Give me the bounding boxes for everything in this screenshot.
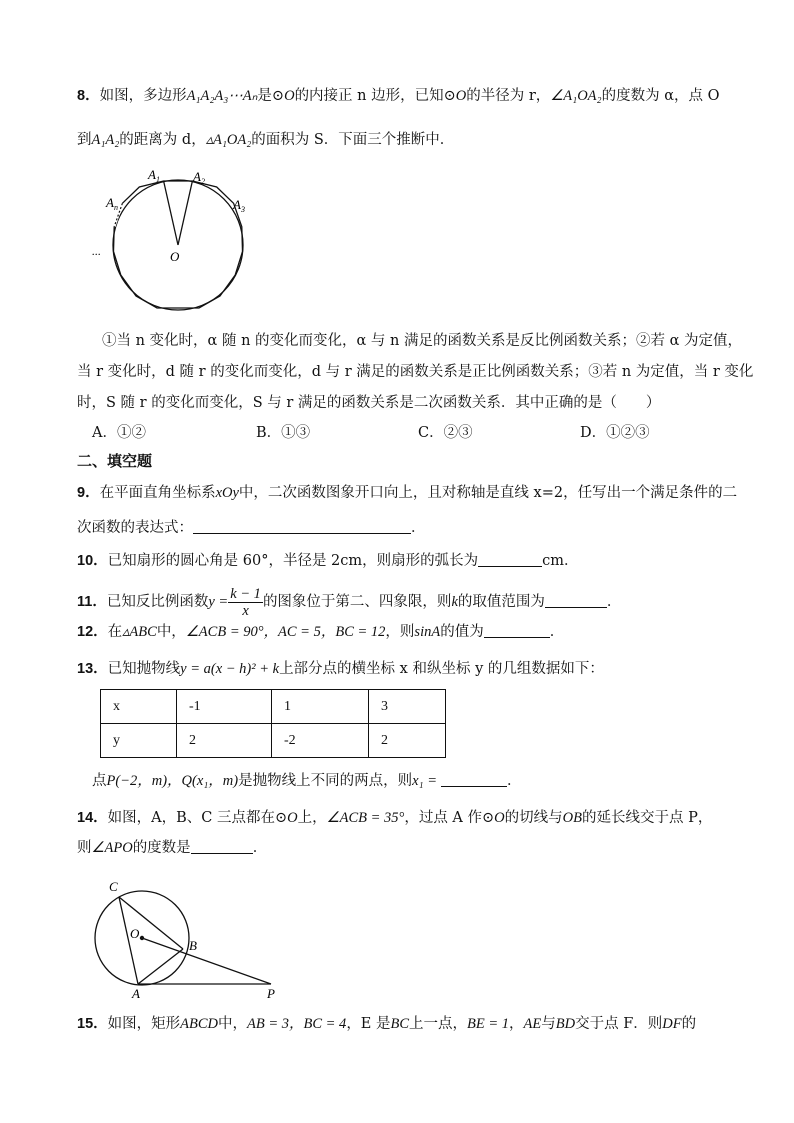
q11-answer-blank[interactable] bbox=[545, 593, 607, 608]
q12-text: ． bbox=[549, 624, 565, 640]
q8-angle: ∠A₁OA₂ bbox=[550, 88, 602, 104]
q13-text: ． bbox=[507, 773, 522, 789]
q15-segment: DF bbox=[662, 1016, 682, 1032]
q15-text: 交于点 F．则 bbox=[575, 1016, 663, 1032]
q12-text: 的值为 bbox=[440, 624, 484, 640]
label-c: C bbox=[109, 879, 118, 894]
q8-text: 的内接正 n 边形，已知⊙ bbox=[294, 88, 456, 104]
q11-denominator: x bbox=[242, 602, 249, 619]
q8-number: 8． bbox=[77, 88, 100, 104]
q14-angle: ∠ACB = 35° bbox=[326, 810, 405, 826]
q13-text: 已知抛物线 bbox=[107, 661, 181, 677]
q8-statement-3: 时，S 随 r 的变化而变化，S 与 r 满足的函数关系是二次函数关系．其中正确的是（ ） bbox=[77, 395, 661, 411]
q12-answer-blank[interactable] bbox=[484, 623, 550, 638]
q11-number: 11． bbox=[77, 594, 107, 610]
q15-text: 上一点， bbox=[409, 1016, 468, 1032]
q15-text: 中， bbox=[218, 1016, 247, 1032]
q14-text: ． bbox=[252, 840, 268, 856]
q15-condition: AB = 3，BC = 4 bbox=[247, 1016, 347, 1032]
table-cell: 2 bbox=[369, 724, 446, 758]
q14-segment: OB bbox=[562, 810, 582, 826]
q9-coord-system: xOy bbox=[215, 485, 239, 501]
table-cell: y bbox=[101, 724, 177, 758]
q15-rectangle: ABCD bbox=[180, 1016, 218, 1032]
segment-ab bbox=[138, 949, 183, 984]
table-cell: -2 bbox=[272, 724, 369, 758]
q14-line2 bbox=[77, 838, 744, 858]
q13-variable: x₁ = bbox=[412, 773, 437, 789]
q9-number: 9． bbox=[77, 485, 100, 501]
q11-text: 已知反比例函数 bbox=[106, 594, 209, 610]
label-o: O bbox=[130, 926, 140, 941]
q12-sine: sinA bbox=[414, 624, 441, 640]
q15-segment: AE bbox=[523, 1016, 542, 1032]
segment-ob-extended bbox=[142, 938, 271, 984]
q11-line bbox=[77, 585, 744, 619]
q14-text: 的切线与 bbox=[504, 810, 563, 826]
q13-text: 是抛物线上不同的两点，则 bbox=[238, 773, 413, 789]
table-row bbox=[101, 724, 446, 758]
q13-line1 bbox=[77, 659, 744, 679]
q15-segment: BD bbox=[555, 1016, 576, 1032]
q11-text: ． bbox=[606, 594, 622, 610]
q8-segment: A₁A₂ bbox=[91, 132, 120, 148]
q14-tangent-figure bbox=[92, 876, 292, 1001]
q15-line bbox=[77, 1014, 744, 1034]
q8-line2 bbox=[77, 130, 744, 150]
table-cell: 1 bbox=[272, 690, 369, 724]
q15-text: ， bbox=[509, 1016, 524, 1032]
section-heading: 二、填空题 bbox=[77, 453, 153, 470]
q14-line1 bbox=[77, 808, 744, 828]
q8-circle-name: O bbox=[455, 88, 467, 104]
label-a1: $A_1$ bbox=[148, 167, 160, 184]
table-cell: 3 bbox=[369, 690, 446, 724]
q11-fraction bbox=[228, 586, 263, 619]
table-cell: -1 bbox=[177, 690, 272, 724]
q11-text: 的图象位于第二、四象限，则 bbox=[262, 594, 452, 610]
q14-angle: ∠APO bbox=[91, 840, 133, 856]
q13-line2 bbox=[92, 771, 744, 791]
q15-number: 15． bbox=[77, 1016, 108, 1032]
q8-circle-name: O bbox=[284, 88, 295, 104]
q10-text: cm． bbox=[542, 553, 579, 569]
q11-variable: k bbox=[451, 594, 458, 610]
q9-answer-blank[interactable] bbox=[193, 519, 411, 534]
radius-oa1 bbox=[164, 181, 178, 245]
q8-text: 是⊙ bbox=[257, 88, 285, 104]
q13-number: 13． bbox=[77, 661, 108, 677]
q8-triangle: ▵A₁OA₂ bbox=[205, 132, 252, 148]
q8-statement-1: ①当 n 变化时，α 随 n 的变化而变化，α 与 n 满足的函数关系是反比例函数关系；②若 α 为定值， bbox=[102, 333, 742, 349]
label-a2: $A_2$ bbox=[193, 169, 205, 186]
q8-text: 的距离为 d， bbox=[119, 132, 206, 148]
q14-text: 如图，A，B、C 三点都在⊙ bbox=[107, 810, 288, 826]
label-o: O bbox=[170, 249, 180, 264]
q14-circle-name: O bbox=[494, 810, 505, 826]
table-cell: x bbox=[101, 690, 177, 724]
q10-line bbox=[77, 551, 744, 571]
q9-line2 bbox=[77, 518, 744, 538]
q9-text: 次函数的表达式： bbox=[77, 520, 193, 536]
q14-circle-name: O bbox=[287, 810, 298, 826]
q12-number: 12． bbox=[77, 624, 108, 640]
center-point bbox=[140, 936, 144, 940]
q8-text: 的面积为 S．下面三个推断中． bbox=[251, 132, 455, 148]
q8-inscribed-polygon-figure bbox=[90, 165, 260, 320]
q12-triangle: ▵ABC bbox=[122, 624, 157, 640]
label-a: A bbox=[132, 986, 140, 1001]
q13-text: 上部分点的横坐标 x 和纵坐标 y 的几组数据如下： bbox=[279, 661, 604, 677]
q10-answer-blank[interactable] bbox=[478, 552, 542, 567]
q9-text: 在平面直角坐标系 bbox=[99, 485, 216, 501]
q8-text: 的度数为 α，点 O bbox=[601, 88, 720, 104]
q9-line1 bbox=[77, 483, 744, 503]
radius-oa2 bbox=[178, 181, 192, 245]
q15-segment: BC bbox=[390, 1016, 410, 1032]
q8-choice-b[interactable]: B．①③ bbox=[256, 425, 311, 441]
q12-text: 在 bbox=[107, 624, 123, 640]
q14-number: 14． bbox=[77, 810, 108, 826]
q13-text: 点 bbox=[92, 773, 107, 789]
q11-numerator: k − 1 bbox=[230, 585, 261, 602]
q8-line1 bbox=[77, 86, 744, 106]
q14-text: 则 bbox=[77, 840, 92, 856]
q15-text: 的 bbox=[681, 1016, 697, 1032]
q8-choice-c[interactable]: C．②③ bbox=[418, 425, 473, 441]
q12-text: 中， bbox=[156, 624, 186, 640]
q8-choice-d[interactable]: D．①②③ bbox=[580, 425, 650, 441]
label-b: B bbox=[189, 938, 197, 953]
q9-text: 中，二次函数图象开口向上，且对称轴是直线 x=2，任写出一个满足条件的二 bbox=[238, 485, 738, 501]
q13-answer-blank[interactable] bbox=[441, 772, 507, 787]
q13-data-table bbox=[100, 689, 446, 758]
q15-condition: BE = 1 bbox=[467, 1016, 510, 1032]
label-a3: $A_3$ bbox=[233, 197, 245, 214]
q8-statement-2: 当 r 变化时，d 随 r 的变化而变化，d 与 r 满足的函数关系是正比例函数关系；③若 n 为定值，当 r 变化 bbox=[77, 364, 754, 380]
q14-text: 的延长线交于点 P， bbox=[582, 810, 713, 826]
q10-text: 已知扇形的圆心角是 60°，半径是 2cm，则扇形的弧长为 bbox=[107, 553, 479, 569]
q8-polygon-name: A₁A₂A₃⋯Aₙ bbox=[186, 88, 258, 104]
q9-text: ． bbox=[411, 520, 426, 536]
label-p: P bbox=[267, 986, 275, 1001]
q12-condition: ∠ACB = 90°，AC = 5，BC = 12 bbox=[185, 624, 386, 640]
q8-text: 的半径为 r， bbox=[466, 88, 551, 104]
table-row bbox=[101, 690, 446, 724]
q12-line bbox=[77, 622, 744, 642]
q14-text: ，过点 A 作⊙ bbox=[404, 810, 495, 826]
table-cell: 2 bbox=[177, 724, 272, 758]
q8-text: 如图，多边形 bbox=[99, 88, 187, 104]
label-an: $A_n$ bbox=[106, 195, 118, 212]
q13-equation: y = a(x − h)² + k bbox=[180, 661, 280, 677]
q15-text: ，E 是 bbox=[346, 1016, 391, 1032]
q14-text: 的度数是 bbox=[132, 840, 191, 856]
q10-number: 10． bbox=[77, 553, 108, 569]
q8-choice-a[interactable]: A．①② bbox=[92, 425, 146, 441]
label-ellipsis: ... bbox=[92, 244, 101, 258]
q15-text: 如图，矩形 bbox=[107, 1016, 181, 1032]
q14-text: 上， bbox=[297, 810, 327, 826]
q11-text: 的取值范围为 bbox=[457, 594, 545, 610]
q8-text: 到 bbox=[77, 132, 92, 148]
q11-function: y = bbox=[208, 594, 229, 610]
q14-answer-blank[interactable] bbox=[191, 839, 253, 854]
q12-text: ，则 bbox=[385, 624, 415, 640]
q13-points: P(−2，m)，Q(x₁，m) bbox=[106, 773, 239, 789]
q15-text: 与 bbox=[541, 1016, 556, 1032]
